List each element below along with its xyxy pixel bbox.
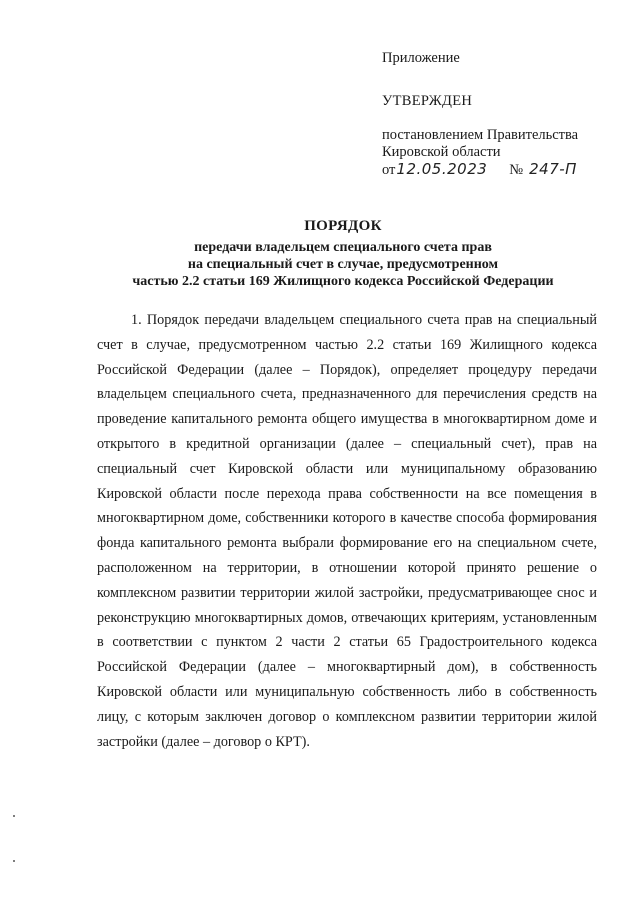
document-body xyxy=(97,308,597,754)
title-line-2: на специальный счет в случае, предусмотренном xyxy=(187,257,499,272)
decree-line: постановлением Правительства xyxy=(382,127,579,143)
title-line-1: передачи владельцем специального счета прав xyxy=(194,240,492,255)
scan-speck xyxy=(13,860,15,862)
title-line-3: частью 2.2 статьи 169 Жилищного кодекса Российской Федерации xyxy=(132,274,554,289)
document-title xyxy=(70,218,616,290)
handwritten-number: 247-П xyxy=(529,160,577,178)
title-main: ПОРЯДОК xyxy=(304,218,382,234)
region-line: Кировской области xyxy=(382,144,501,160)
date-prefix: от xyxy=(382,162,396,178)
number-sign: № xyxy=(509,162,524,178)
paragraph-1: 1. Порядок передачи владельцем специального счета прав на специальный счет в случае, предусмотренном частью 2.2 статьи 169 Жилищного кодекса Российской Федерации (далее – Порядок), определяет процедуру передачи владельцем специального счета, предназначенного для перечисления средств на проведение капитального ремонта общего имущества в многоквартирном доме и открытого в кредитной организации (далее – специальный счет), прав на специальный счет Кировской области или муниципальному образованию Кировской области после перехода права собственности на все помещения в многоквартирном доме, собственники которого в качестве способа формирования фонда капитального ремонта выбрали формирование его на специальном счете, расположенном на территории, в отношении которой принято решение о комплексном развитии территории жилой застройки, предусматривающее снос и реконструкцию многоквартирных домов, отвечающих критериям, установленным в соответствии с пунктом 2 части 2 статьи 65 Градостроительного кодекса Российской Федерации (далее – многоквартирный дом), в собственность Кировской области или муниципальную собственность либо в собственность лицу, с которым заключен договор о комплексном развитии территории жилой застройки (далее – договор о КРТ). xyxy=(97,312,597,750)
appendix-label: Приложение xyxy=(382,50,460,66)
approved-label: УТВЕРЖДЕН xyxy=(382,93,473,109)
date-number-line xyxy=(382,161,577,179)
scan-speck xyxy=(13,815,15,817)
handwritten-date: 12.05.2023 xyxy=(396,160,488,178)
